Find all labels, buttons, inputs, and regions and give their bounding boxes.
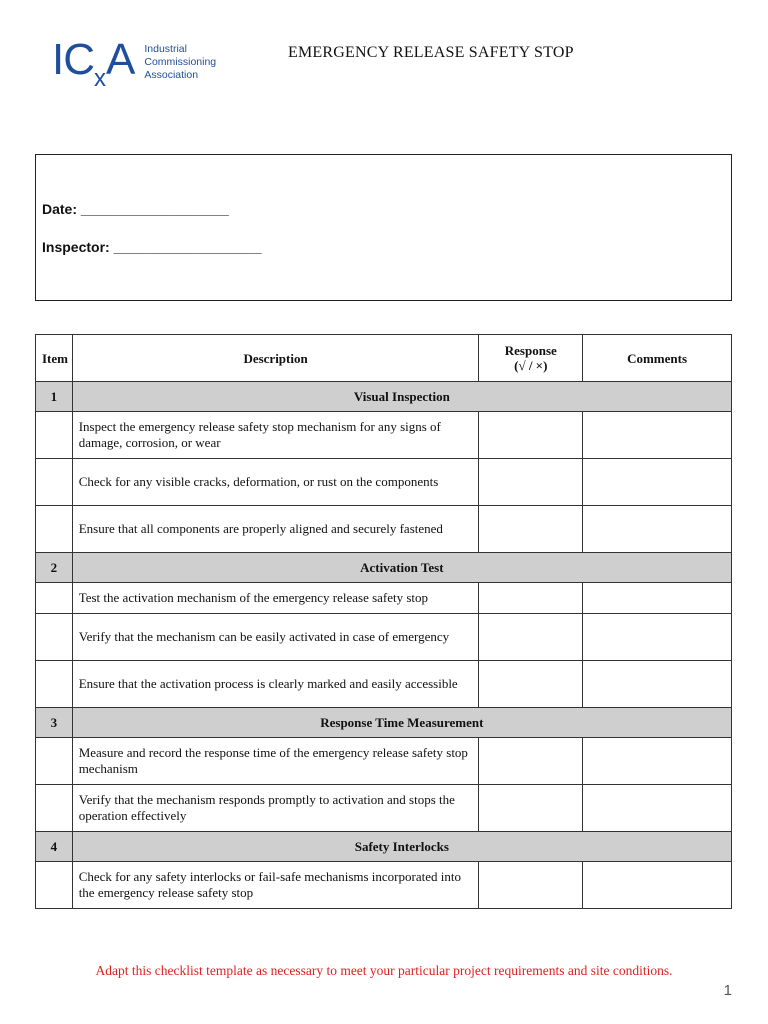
page-number: 1 [723, 982, 732, 999]
comments-cell[interactable] [583, 785, 732, 832]
date-field[interactable]: Date: ___________________ [42, 201, 229, 217]
table-row [36, 459, 732, 506]
description-cell: Check for any safety interlocks or fail-safe mechanisms incorporated into the emergency release safety stop [72, 862, 479, 909]
logo-mark: $IC_xA$ [52, 35, 135, 92]
comments-cell[interactable] [583, 614, 732, 661]
section-number: 2 [36, 553, 73, 583]
inspector-field[interactable]: Inspector: ___________________ [42, 239, 262, 255]
item-cell [36, 785, 73, 832]
description-cell: Measure and record the response time of the emergency release safety stop mechanism [72, 738, 479, 785]
item-cell [36, 506, 73, 553]
comments-cell[interactable] [583, 459, 732, 506]
header-description: Description [72, 335, 479, 382]
response-cell[interactable] [479, 738, 583, 785]
section-number: 1 [36, 382, 73, 412]
footer-note: Adapt this checklist template as necessary to meet your particular project requirements and site conditions. [95, 963, 673, 978]
comments-cell[interactable] [583, 412, 732, 459]
section-row [36, 708, 732, 738]
checklist-table [35, 334, 732, 909]
section-title: Safety Interlocks [72, 832, 731, 862]
comments-cell[interactable] [583, 862, 732, 909]
item-cell [36, 862, 73, 909]
table-row [36, 614, 732, 661]
table-row [36, 583, 732, 614]
response-cell[interactable] [479, 614, 583, 661]
table-header-row [36, 335, 732, 382]
section-title: Activation Test [72, 553, 731, 583]
response-cell[interactable] [479, 661, 583, 708]
section-row [36, 832, 732, 862]
table-row [36, 785, 732, 832]
item-cell [36, 661, 73, 708]
section-row [36, 382, 732, 412]
response-cell[interactable] [479, 506, 583, 553]
item-cell [36, 614, 73, 661]
description-cell: Inspect the emergency release safety stop mechanism for any signs of damage, corrosion, or wear [72, 412, 479, 459]
header-item: Item [36, 335, 73, 382]
header-response: Response (√ / ×) [479, 335, 583, 382]
document-title: EMERGENCY RELEASE SAFETY STOP [288, 44, 574, 61]
item-cell [36, 583, 73, 614]
section-number: 3 [36, 708, 73, 738]
table-row [36, 738, 732, 785]
response-cell[interactable] [479, 459, 583, 506]
item-cell [36, 738, 73, 785]
logo-text: Industrial Commissioning Association [144, 43, 217, 81]
item-cell [36, 459, 73, 506]
comments-cell[interactable] [583, 661, 732, 708]
comments-cell[interactable] [583, 506, 732, 553]
description-cell: Ensure that the activation process is clearly marked and easily accessible [72, 661, 479, 708]
response-cell[interactable] [479, 862, 583, 909]
response-cell[interactable] [479, 583, 583, 614]
table-row [36, 862, 732, 909]
response-cell[interactable] [479, 785, 583, 832]
section-title: Visual Inspection [72, 382, 731, 412]
description-cell: Check for any visible cracks, deformation, or rust on the components [72, 459, 479, 506]
description-cell: Test the activation mechanism of the emergency release safety stop [72, 583, 479, 614]
description-cell: Verify that the mechanism can be easily activated in case of emergency [72, 614, 479, 661]
comments-cell[interactable] [583, 738, 732, 785]
response-cell[interactable] [479, 412, 583, 459]
section-number: 4 [36, 832, 73, 862]
table-row [36, 661, 732, 708]
section-row [36, 553, 732, 583]
table-row [36, 412, 732, 459]
inspection-info-box [35, 154, 732, 301]
table-row [36, 506, 732, 553]
header-comments: Comments [583, 335, 732, 382]
comments-cell[interactable] [583, 583, 732, 614]
item-cell [36, 412, 73, 459]
ica-logo [52, 35, 217, 92]
section-title: Response Time Measurement [72, 708, 731, 738]
description-cell: Ensure that all components are properly aligned and securely fastened [72, 506, 479, 553]
description-cell: Verify that the mechanism responds promptly to activation and stops the operation effectively [72, 785, 479, 832]
